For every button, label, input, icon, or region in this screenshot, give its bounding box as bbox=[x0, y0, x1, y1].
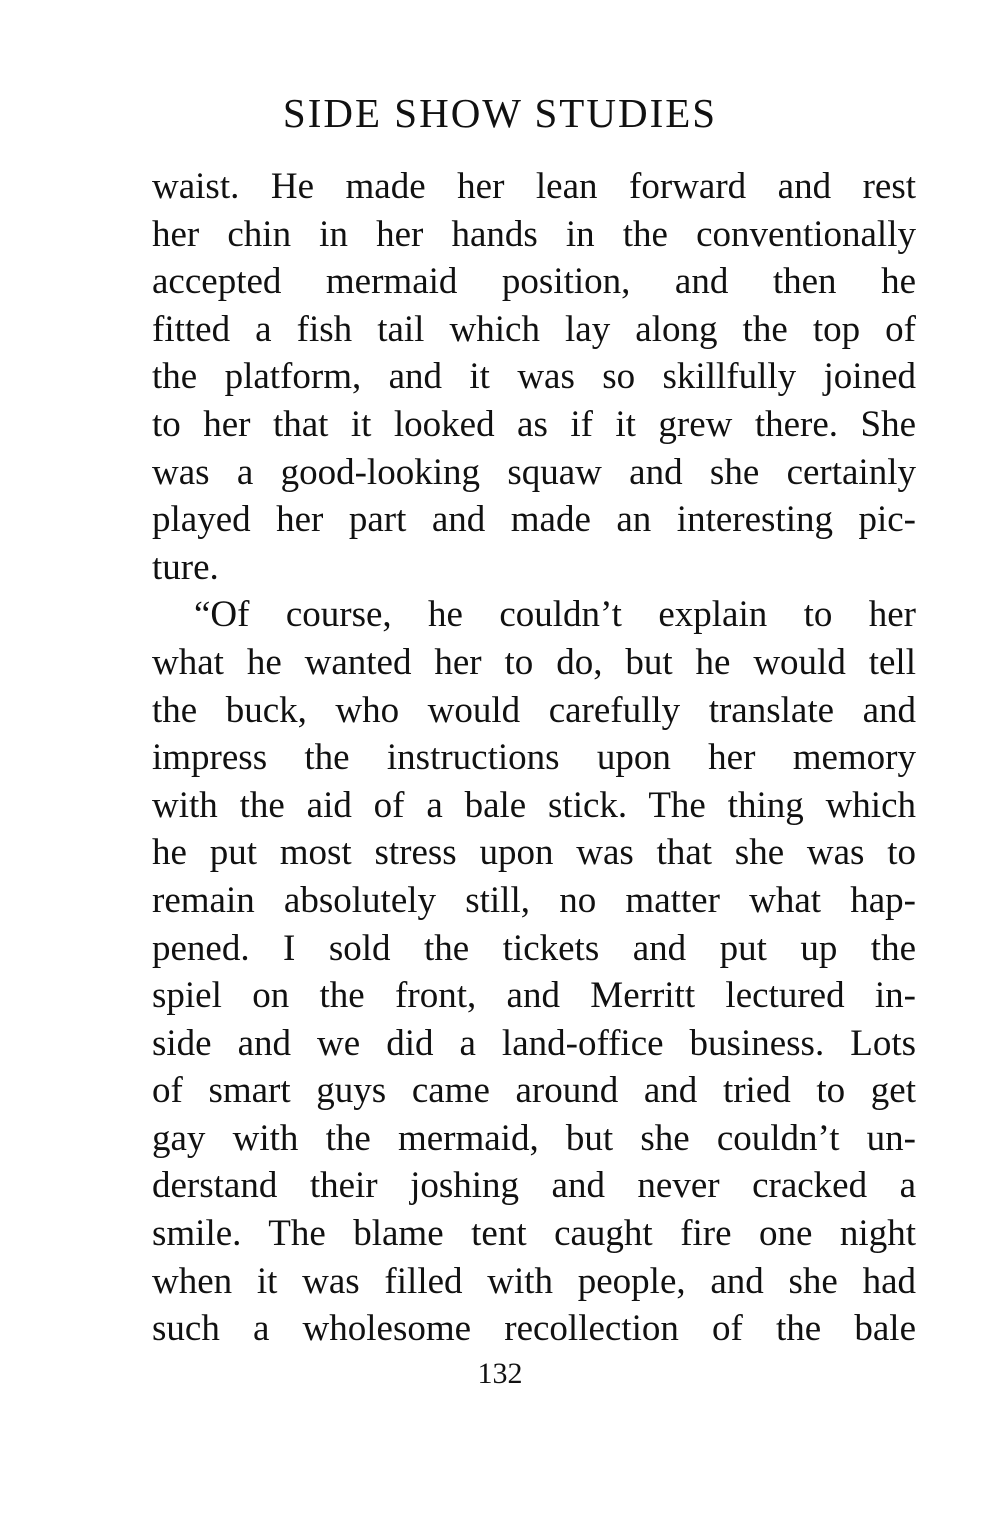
running-head: SIDE SHOW STUDIES bbox=[282, 90, 718, 136]
text-line: was a good-looking squaw and she certainly bbox=[152, 451, 916, 493]
text-line: accepted mermaid position, and then he bbox=[152, 261, 916, 303]
body-text bbox=[152, 163, 916, 1353]
text-line: gay with the mermaid, but she couldn’t un- bbox=[152, 1117, 916, 1159]
text-line: to her that it looked as if it grew there. She bbox=[152, 403, 916, 445]
text-line: impress the instructions upon her memory bbox=[152, 737, 916, 779]
text-line: he put most stress upon was that she was to bbox=[152, 832, 916, 874]
text-line: remain absolutely still, no matter what hap- bbox=[152, 879, 916, 921]
text-line: her chin in her hands in the conventionally bbox=[152, 213, 916, 255]
text-line: derstand their joshing and never cracked a bbox=[152, 1165, 916, 1207]
text-line: the platform, and it was so skillfully joined bbox=[152, 356, 916, 398]
text-line: played her part and made an interesting pic- bbox=[152, 499, 916, 541]
text-line: pened. I sold the tickets and put up the bbox=[152, 927, 916, 969]
text-line: of smart guys came around and tried to get bbox=[152, 1070, 916, 1112]
text-line: smile. The blame tent caught fire one night bbox=[152, 1213, 916, 1255]
text-line: fitted a fish tail which lay along the top of bbox=[152, 308, 916, 350]
page-number: 132 bbox=[477, 1357, 523, 1390]
text-line: the buck, who would carefully translate and bbox=[152, 689, 916, 731]
text-line: such a wholesome recollection of the bale bbox=[152, 1308, 916, 1350]
text-line: waist. He made her lean forward and rest bbox=[152, 166, 916, 207]
text-line: with the aid of a bale stick. The thing which bbox=[152, 784, 916, 826]
text-line: what he wanted her to do, but he would tell bbox=[152, 641, 916, 683]
text-line: side and we did a land-office business. Lots bbox=[152, 1022, 916, 1064]
text-line-paragraph-end: ture. bbox=[152, 546, 219, 588]
text-line-paragraph-start: “Of course, he couldn’t explain to her bbox=[194, 594, 916, 636]
text-line: spiel on the front, and Merritt lectured in- bbox=[152, 975, 916, 1017]
text-line: when it was filled with people, and she had bbox=[152, 1260, 916, 1302]
